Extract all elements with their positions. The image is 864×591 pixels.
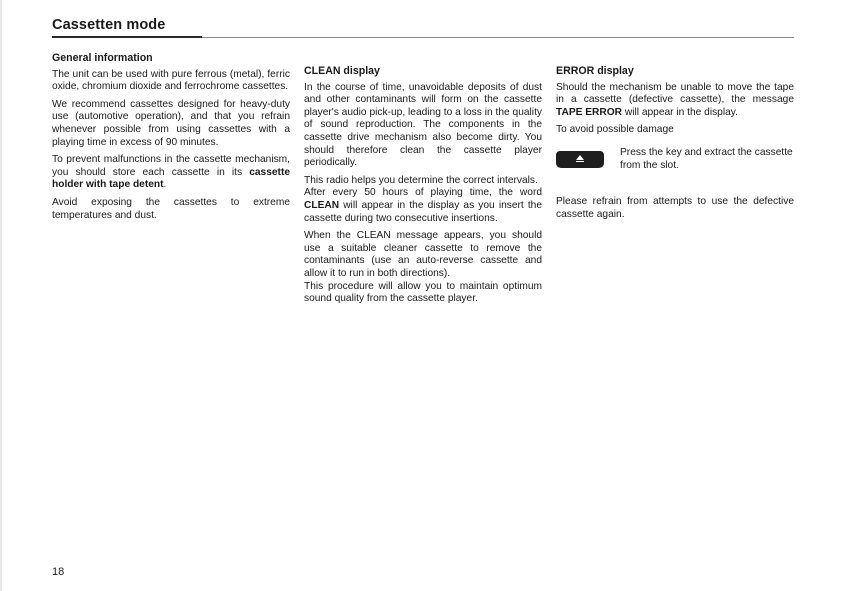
general-paragraph-2: We recommend cassettes designed for heavy-duty use (automotive operation), and that you refrain whenever possible from using cassettes with a playing time in excess of 90 minutes. [52,98,290,148]
clean-paragraph-5: This procedure will allow you to maintain optimum sound quality from the cassette player. [304,280,542,305]
eject-bar-icon [576,161,584,163]
clean-p3-text: After every 50 hours of playing time, the word [304,187,542,199]
error-paragraph-1 [556,82,794,120]
general-paragraph-3 [52,154,290,192]
clean-paragraph-1: In the course of time, unavoidable deposits of dust and other contaminants will form on the cassette player's audio pick-up, leading to a loss in the quality of sound reproduction. The components in the cassette drive mechanism also become dirty. You should therefore clean the cassette player periodically. [304,81,542,169]
clean-paragraph-2: This radio helps you determine the correct intervals. [304,174,538,186]
error-paragraph-2: To avoid possible damage [556,124,674,136]
column-error-display [556,65,794,226]
error-p1-end: will appear in the display. [622,106,738,118]
general-p3-emphasis: cassette holder with tape detent [52,166,290,191]
clean-p3-end: will appear in the display as you insert the cassette during two consecutive insertions. [304,199,542,224]
eject-instruction-text: Press the key and extract the cassette from the slot. [620,146,793,171]
column-clean-display [304,65,542,311]
general-paragraph-1: The unit can be used with pure ferrous (metal), ferric oxide, chromium dioxide and ferrochrome cassettes. [52,68,290,93]
section-heading-clean: CLEAN display [304,65,380,77]
section-heading-error: ERROR display [556,65,634,77]
eject-instruction [556,147,794,172]
column-general-information [52,52,290,227]
clean-paragraph-4: When the CLEAN message appears, you should use a suitable cleaner cassette to remove the contaminants (use an auto-reverse cassette and allow it to run in both directions). [304,230,542,279]
title-rule-accent [52,36,202,38]
eject-triangle-icon [576,155,584,160]
error-p1-text: Should the mechanism be unable to move the tape in a cassette (defective cassette), the message [556,81,794,106]
eject-icon [556,151,604,168]
general-paragraph-4: Avoid exposing the cassettes to extreme temperatures and dust. [52,196,290,221]
page-edge-shadow [0,0,2,591]
general-p3-text: To prevent malfunctions in the cassette mechanism, you should store each cassette in its [52,154,290,178]
page-title: Cassetten mode [52,17,166,33]
clean-paragraph-3 [304,187,542,225]
page-number: 18 [52,566,65,578]
general-p3-end: . [163,179,167,191]
error-p1-emphasis: TAPE ERROR [556,106,623,118]
error-paragraph-3: Please refrain from attempts to use the defective cassette again. [556,196,794,220]
section-heading-general: General information [52,52,153,64]
clean-p3-emphasis: CLEAN [304,199,340,211]
